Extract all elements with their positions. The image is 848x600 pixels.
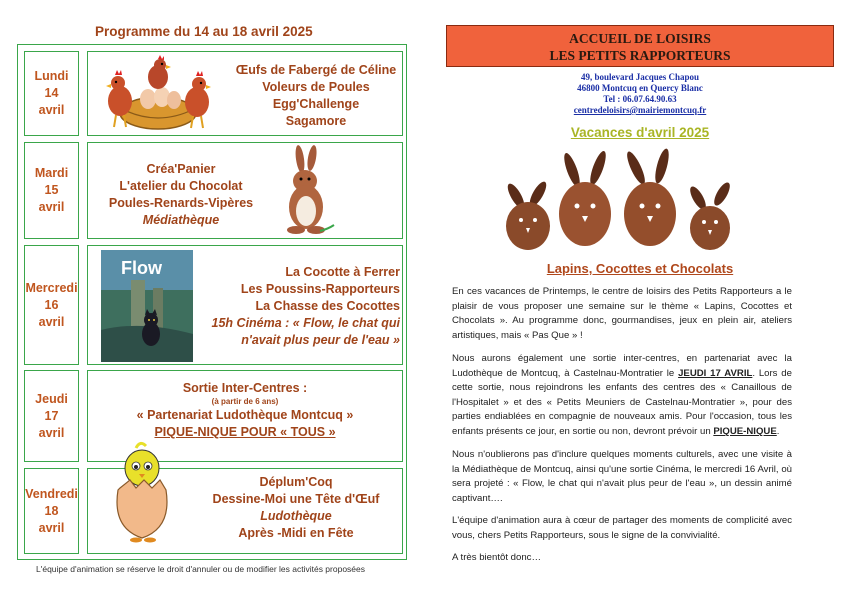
day-number: 16 <box>44 297 59 312</box>
day-name: Lundi <box>34 69 69 83</box>
phone-number: Tel : 06.07.64.90.63 <box>603 94 677 104</box>
header-line2: LES PETITS RAPPORTEURS <box>549 48 731 63</box>
day-thursday <box>24 370 79 462</box>
activity-note: (à partir de 6 ans) <box>211 397 279 406</box>
paragraph-3: Nous n'oublierons pas d'inclure quelques moments culturels, avec une visite à la Médiathèque de Montcuq, ainsi qu'une sortie Cinéma, le mercredi 16 Avril, où sera projeté : « Flow, le chat qui n'avait plus peur de l'eau », un dessin animé captivant…. <box>452 449 792 504</box>
day-number: 15 <box>44 183 59 197</box>
activity: Egg'Challenge <box>272 97 360 111</box>
paragraph-2 <box>452 352 792 440</box>
picnic-note: PIQUE-NIQUE <box>713 425 777 437</box>
activity: Sortie Inter-Centres : <box>182 381 308 395</box>
activity: Ludothèque <box>260 509 332 523</box>
email-link[interactable]: centredeloisirs@mairiemontcuq.fr <box>573 105 707 115</box>
paragraph-4: L'équipe d'animation aura à cœur de partager des moments de complicité avec vous, chers Petits Rapporteurs, sous le signe de la convivialité. <box>452 515 792 541</box>
activity: Dessine-Moi une Tête d'Œuf <box>212 492 380 506</box>
paragraph-2-part-c: . <box>776 425 780 437</box>
activity: « Partenariat Ludothèque Montcuq » <box>136 408 354 422</box>
address-street: 49, boulevard Jacques Chapou <box>580 72 700 82</box>
program-title: Programme du 14 au 18 avril 2025 <box>95 24 313 39</box>
day-friday <box>24 468 79 554</box>
theme-subtitle: Lapins, Cocottes et Chocolats <box>546 261 734 276</box>
day-tuesday <box>24 142 79 239</box>
activity: n'avait plus peur de l'eau » <box>241 333 400 347</box>
activity: 15h Cinéma : « Flow, le chat qui <box>211 316 400 330</box>
chocolate-bunnies-illustration <box>498 148 738 252</box>
header-line1: ACCUEIL DE LOISIRS <box>569 31 711 46</box>
rabbit-illustration <box>280 145 340 237</box>
wednesday-activities <box>198 264 400 349</box>
day-name: Mercredi <box>25 280 78 295</box>
day-monday <box>24 51 79 136</box>
activity: Poules-Renards-Vipères <box>108 196 254 210</box>
poster-title: Flow <box>121 258 162 278</box>
tuesday-activities <box>96 161 266 229</box>
hens-basket-illustration <box>96 55 221 135</box>
disclaimer: L'équipe d'animation se réserve le droit d'annuler ou de modifier les activités proposées <box>36 564 366 574</box>
activity: Œufs de Fabergé de Céline <box>235 63 397 77</box>
day-number: 14 <box>44 86 59 100</box>
activity: Créa'Panier <box>146 162 216 176</box>
day-number: 18 <box>44 503 59 518</box>
day-number: 17 <box>44 408 59 423</box>
paragraph-1: En ces vacances de Printemps, le centre de loisirs des Petits Rapporteurs a le plaisir de vous proposer une semaine sur le thème « Lapins, Cocottes et Chocolats ». Au programme donc, gourmandises, jeux en plein air, ateliers artistiques, mais « Pas Que » ! <box>452 286 792 341</box>
activity: La Chasse des Cocottes <box>255 299 400 313</box>
activity: Sagamore <box>285 114 347 128</box>
day-month: avril <box>38 520 65 535</box>
day-month: avril <box>38 200 65 214</box>
paragraph-2-part-a: Nous aurons également une sortie inter-centres, en partenariat avec la Ludothèque de Montcuq, à Castelnau-Montratier le <box>452 353 792 379</box>
activity: Les Poussins-Rapporteurs <box>240 282 400 296</box>
activity: Médiathèque <box>142 213 220 227</box>
activity: Déplum'Coq <box>259 475 333 489</box>
day-month: avril <box>38 103 65 117</box>
day-name: Jeudi <box>35 391 68 406</box>
day-month: avril <box>38 314 65 329</box>
flow-movie-poster <box>101 250 193 362</box>
thursday-activities <box>90 380 400 441</box>
activity: Voleurs de Poules <box>262 80 370 94</box>
activity: La Cocotte à Ferrer <box>285 265 400 279</box>
monday-activities <box>232 62 400 130</box>
day-name: Mardi <box>34 166 69 180</box>
activity: L'atelier du Chocolat <box>119 179 243 193</box>
day-wednesday <box>24 245 79 365</box>
day-name: Vendredi <box>25 486 78 501</box>
day-month: avril <box>38 425 65 440</box>
activity: Après -Midi en Fête <box>238 526 354 540</box>
vacation-title: Vacances d'avril 2025 <box>570 125 710 140</box>
address-block <box>520 72 760 116</box>
paragraph-5: A très bientôt donc… <box>452 552 542 563</box>
chick-in-egg-illustration <box>108 438 176 548</box>
friday-activities <box>196 474 396 542</box>
address-city: 46800 Montcuq en Quercy Blanc <box>577 83 703 93</box>
activity: PIQUE-NIQUE POUR « TOUS » <box>154 425 336 439</box>
outing-date: JEUDI 17 AVRIL <box>678 367 753 379</box>
paragraph-2-part-b: . Lors de cette sortie, nous rejoindrons les enfants des centres des « Canaillous de l'Hospitalet » et des « Petits Meuniers de Castelnau-Montratier », pour des parties endiablées en compagnie de nouveaux amis. Pour l'occasion, tous les enfants présents ce jour, en sortie ou non, devront prévoir un <box>452 367 792 437</box>
header-banner <box>446 25 834 67</box>
